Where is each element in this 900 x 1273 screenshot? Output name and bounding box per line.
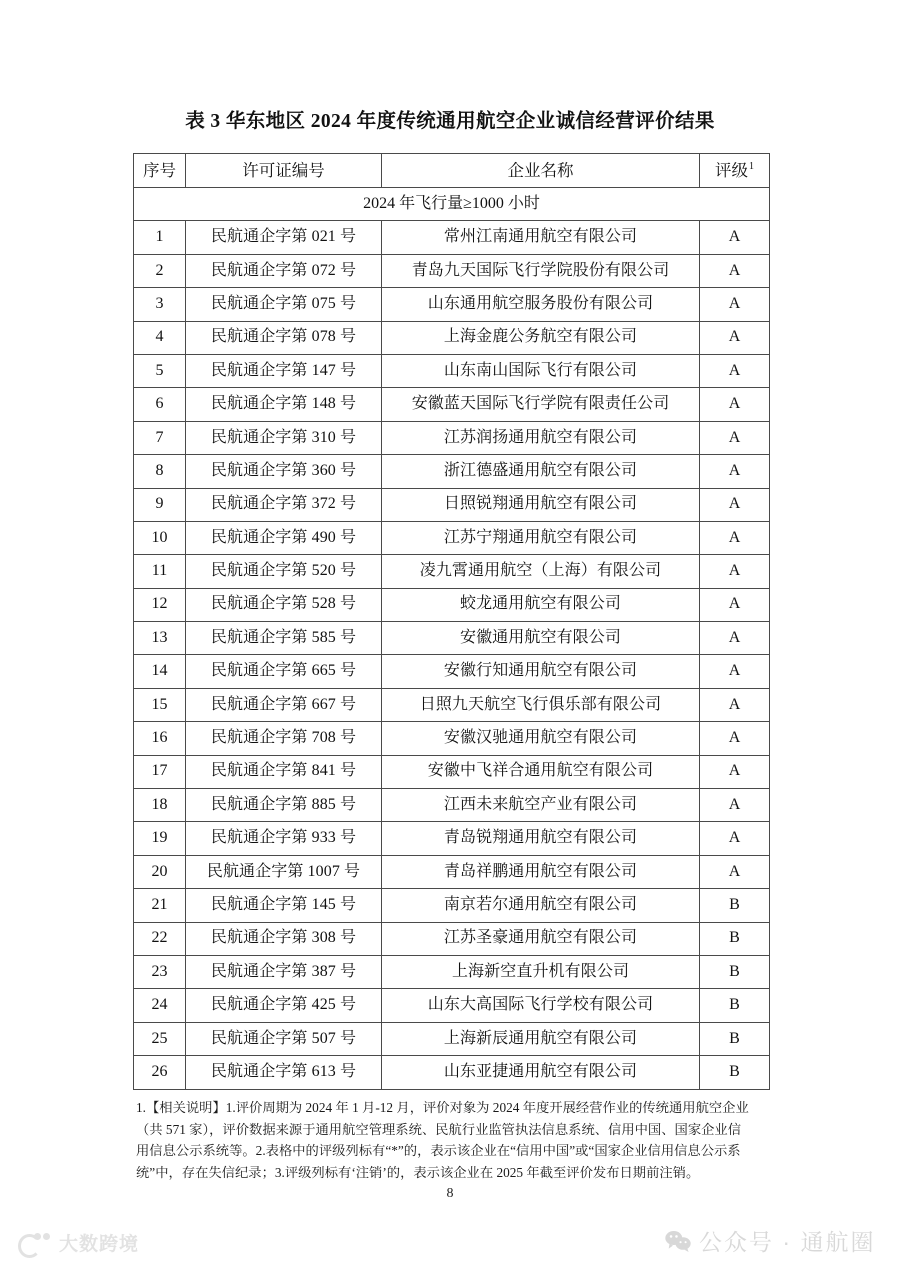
cell-license-number: 民航通企字第 148 号 [186, 388, 382, 421]
cell-grade: A [700, 655, 770, 688]
column-header-grade-footnote-marker: 1 [749, 161, 754, 173]
cell-序号: 4 [134, 321, 186, 354]
cell-company-name: 南京若尔通用航空有限公司 [382, 889, 700, 922]
table-row [134, 555, 770, 588]
cell-license-number: 民航通企字第 425 号 [186, 989, 382, 1022]
watermark-left-label: 大数跨境 [59, 1234, 140, 1255]
cell-序号: 7 [134, 421, 186, 454]
watermark-bottom-right [664, 1224, 875, 1257]
column-header-grade [700, 154, 770, 188]
footnote-block [136, 1097, 784, 1183]
column-header-no: 序号 [134, 154, 186, 188]
table-row [134, 321, 770, 354]
table-body [134, 188, 770, 1090]
table-row [134, 789, 770, 822]
table-row [134, 755, 770, 788]
table-row [134, 288, 770, 321]
cell-license-number: 民航通企字第 841 号 [186, 755, 382, 788]
cell-company-name: 江苏润扬通用航空有限公司 [382, 421, 700, 454]
cell-序号: 17 [134, 755, 186, 788]
cell-序号: 13 [134, 622, 186, 655]
cell-company-name: 上海新辰通用航空有限公司 [382, 1022, 700, 1055]
footnote-line-1: 1.【相关说明】1.评价周期为 2024 年 1 月-12 月，评价对象为 2024 年度开展经营作业的传统通用航空企业 [136, 1100, 749, 1115]
cell-grade: A [700, 254, 770, 287]
column-header-company: 企业名称 [382, 154, 700, 188]
cell-company-name: 青岛九天国际飞行学院股份有限公司 [382, 254, 700, 287]
table-row [134, 622, 770, 655]
table-row [134, 455, 770, 488]
cell-company-name: 浙江德盛通用航空有限公司 [382, 455, 700, 488]
cell-序号: 18 [134, 789, 186, 822]
cell-license-number: 民航通企字第 520 号 [186, 555, 382, 588]
table-row [134, 421, 770, 454]
table-row [134, 388, 770, 421]
cell-grade: A [700, 722, 770, 755]
cell-license-number: 民航通企字第 075 号 [186, 288, 382, 321]
cell-company-name: 青岛祥鹏通用航空有限公司 [382, 855, 700, 888]
cell-license-number: 民航通企字第 528 号 [186, 588, 382, 621]
cell-company-name: 日照锐翔通用航空有限公司 [382, 488, 700, 521]
cell-company-name: 日照九天航空飞行俱乐部有限公司 [382, 688, 700, 721]
cell-license-number: 民航通企字第 310 号 [186, 421, 382, 454]
cell-grade: A [700, 488, 770, 521]
cell-grade: A [700, 588, 770, 621]
cell-license-number: 民航通企字第 585 号 [186, 622, 382, 655]
cell-company-name: 上海金鹿公务航空有限公司 [382, 321, 700, 354]
cell-grade: A [700, 221, 770, 254]
cell-company-name: 安徽汉驰通用航空有限公司 [382, 722, 700, 755]
cell-序号: 10 [134, 521, 186, 554]
page-number: 8 [446, 1186, 454, 1201]
cell-license-number: 民航通企字第 490 号 [186, 521, 382, 554]
table-row [134, 655, 770, 688]
cell-license-number: 民航通企字第 1007 号 [186, 855, 382, 888]
cell-grade: A [700, 855, 770, 888]
cell-company-name: 江苏圣豪通用航空有限公司 [382, 922, 700, 955]
table-row [134, 1056, 770, 1089]
cell-序号: 2 [134, 254, 186, 287]
table-group-header-row [134, 188, 770, 221]
cell-序号: 14 [134, 655, 186, 688]
table-row [134, 354, 770, 387]
cell-company-name: 山东南山国际飞行有限公司 [382, 354, 700, 387]
cell-序号: 23 [134, 955, 186, 988]
cell-grade: A [700, 688, 770, 721]
cell-company-name: 安徽行知通用航空有限公司 [382, 655, 700, 688]
cell-company-name: 青岛锐翔通用航空有限公司 [382, 822, 700, 855]
table-row [134, 822, 770, 855]
cell-license-number: 民航通企字第 072 号 [186, 254, 382, 287]
cell-license-number: 民航通企字第 885 号 [186, 789, 382, 822]
cell-序号: 12 [134, 588, 186, 621]
cell-序号: 6 [134, 388, 186, 421]
cell-license-number: 民航通企字第 145 号 [186, 889, 382, 922]
cell-license-number: 民航通企字第 372 号 [186, 488, 382, 521]
footnote-line-4: 统”中，存在失信纪录；3.评级列标有‘注销’的，表示该企业在 2025 年截至评价发布日期前注销。 [136, 1164, 700, 1180]
cell-grade: A [700, 521, 770, 554]
cell-序号: 9 [134, 488, 186, 521]
table-row [134, 588, 770, 621]
evaluation-table-container [133, 153, 769, 1090]
cell-序号: 16 [134, 722, 186, 755]
table-row [134, 521, 770, 554]
cell-grade: A [700, 822, 770, 855]
cell-序号: 20 [134, 855, 186, 888]
cell-grade: A [700, 354, 770, 387]
cell-license-number: 民航通企字第 933 号 [186, 822, 382, 855]
cell-序号: 21 [134, 889, 186, 922]
cell-license-number: 民航通企字第 387 号 [186, 955, 382, 988]
cell-company-name: 上海新空直升机有限公司 [382, 955, 700, 988]
dashukuajing-logo-icon [18, 1232, 52, 1254]
cell-序号: 11 [134, 555, 186, 588]
cell-license-number: 民航通企字第 021 号 [186, 221, 382, 254]
cell-序号: 24 [134, 989, 186, 1022]
cell-license-number: 民航通企字第 507 号 [186, 1022, 382, 1055]
cell-license-number: 民航通企字第 078 号 [186, 321, 382, 354]
cell-grade: B [700, 1056, 770, 1089]
cell-grade: B [700, 955, 770, 988]
cell-序号: 8 [134, 455, 186, 488]
cell-grade: A [700, 388, 770, 421]
table-head [134, 154, 770, 188]
cell-grade: A [700, 455, 770, 488]
cell-grade: A [700, 755, 770, 788]
cell-company-name: 江西未来航空产业有限公司 [382, 789, 700, 822]
table-header-row [134, 154, 770, 188]
cell-序号: 1 [134, 221, 186, 254]
cell-序号: 25 [134, 1022, 186, 1055]
watermark-right-label: 公众号 · 通航圈 [699, 1229, 876, 1255]
cell-序号: 5 [134, 354, 186, 387]
cell-company-name: 山东亚捷通用航空有限公司 [382, 1056, 700, 1089]
table-row [134, 922, 770, 955]
cell-grade: A [700, 288, 770, 321]
cell-grade: B [700, 989, 770, 1022]
cell-license-number: 民航通企字第 667 号 [186, 688, 382, 721]
column-header-grade-label: 评级 [715, 160, 748, 180]
watermark-bottom-left [18, 1229, 139, 1256]
cell-grade: A [700, 555, 770, 588]
cell-序号: 19 [134, 822, 186, 855]
cell-序号: 15 [134, 688, 186, 721]
cell-license-number: 民航通企字第 613 号 [186, 1056, 382, 1089]
cell-license-number: 民航通企字第 147 号 [186, 354, 382, 387]
cell-company-name: 凌九霄通用航空（上海）有限公司 [382, 555, 700, 588]
table-row [134, 254, 770, 287]
cell-company-name: 蛟龙通用航空有限公司 [382, 588, 700, 621]
cell-company-name: 常州江南通用航空有限公司 [382, 221, 700, 254]
cell-grade: A [700, 421, 770, 454]
table-row [134, 722, 770, 755]
table-row [134, 488, 770, 521]
cell-company-name: 安徽蓝天国际飞行学院有限责任公司 [382, 388, 700, 421]
cell-grade: B [700, 1022, 770, 1055]
cell-grade: B [700, 922, 770, 955]
cell-序号: 3 [134, 288, 186, 321]
footnote-line-2: （共 571 家），评价数据来源于通用航空管理系统、民航行业监管执法信息系统、信用中国、国家企业信 [136, 1121, 742, 1137]
cell-grade: A [700, 789, 770, 822]
cell-序号: 26 [134, 1056, 186, 1089]
cell-grade: A [700, 321, 770, 354]
table-row [134, 221, 770, 254]
cell-license-number: 民航通企字第 665 号 [186, 655, 382, 688]
cell-company-name: 安徽中飞祥合通用航空有限公司 [382, 755, 700, 788]
table-group-header-label: 2024 年飞行量≥1000 小时 [134, 188, 770, 221]
wechat-icon [664, 1230, 692, 1252]
cell-company-name: 江苏宁翔通用航空有限公司 [382, 521, 700, 554]
cell-序号: 22 [134, 922, 186, 955]
cell-license-number: 民航通企字第 360 号 [186, 455, 382, 488]
table-row [134, 889, 770, 922]
column-header-license: 许可证编号 [186, 154, 382, 188]
table-row [134, 989, 770, 1022]
cell-license-number: 民航通企字第 708 号 [186, 722, 382, 755]
page-title: 表 3 华东地区 2024 年度传统通用航空企业诚信经营评价结果 [185, 111, 715, 132]
footnote-line-3: 用信息公示系统等。2.表格中的评级列标有“*”的，表示该企业在“信用中国”或“国家企业信用信息公示系 [136, 1143, 741, 1158]
cell-company-name: 山东通用航空服务股份有限公司 [382, 288, 700, 321]
table-row [134, 1022, 770, 1055]
table-row [134, 688, 770, 721]
cell-grade: A [700, 622, 770, 655]
table-row [134, 855, 770, 888]
cell-company-name: 山东大高国际飞行学校有限公司 [382, 989, 700, 1022]
cell-grade: B [700, 889, 770, 922]
cell-license-number: 民航通企字第 308 号 [186, 922, 382, 955]
cell-company-name: 安徽通用航空有限公司 [382, 622, 700, 655]
evaluation-table [133, 153, 770, 1090]
table-row [134, 955, 770, 988]
